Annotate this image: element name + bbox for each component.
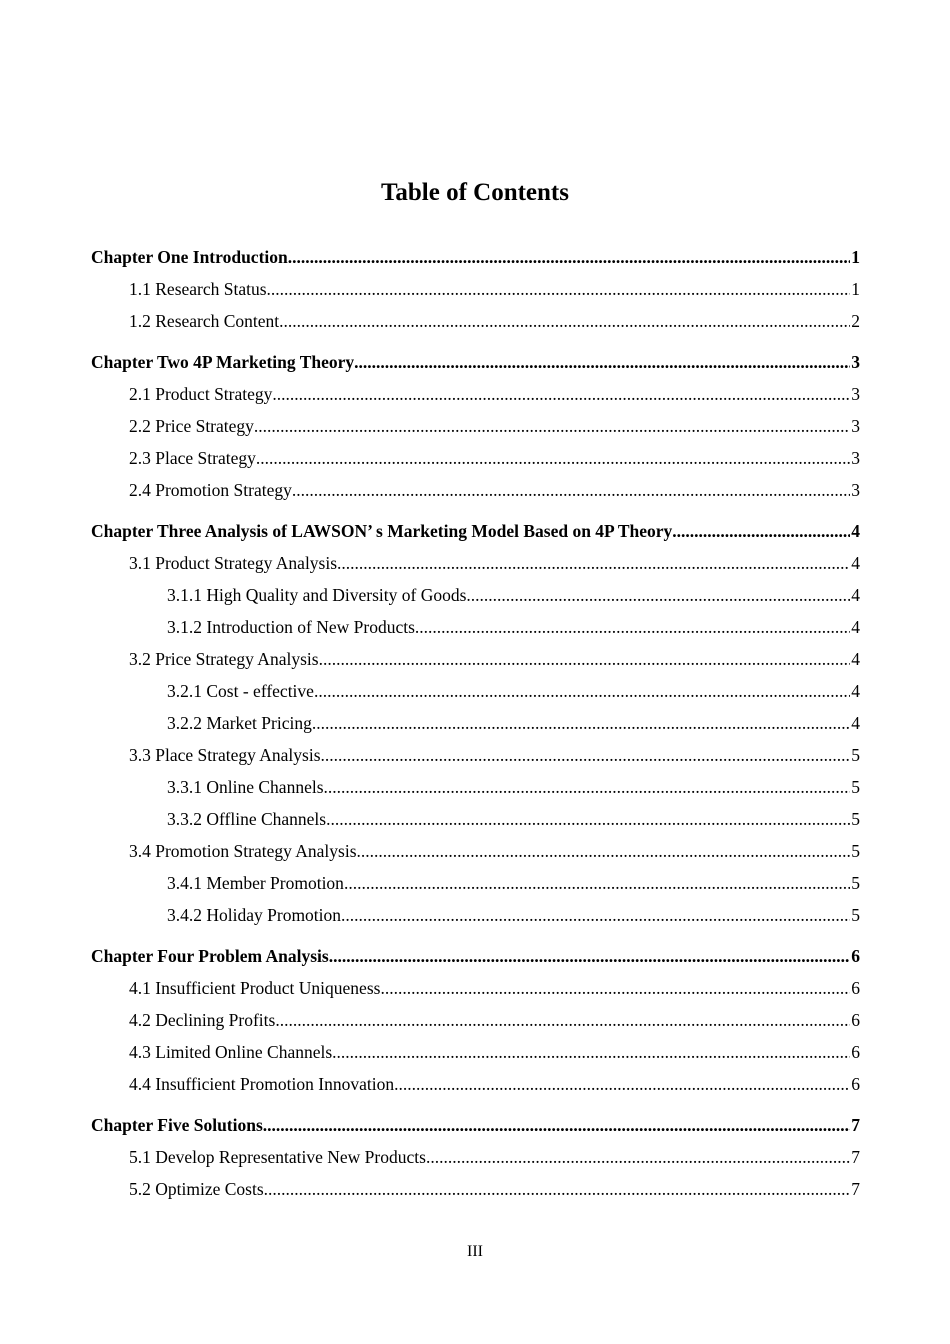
toc-section-entry[interactable]	[91, 474, 860, 506]
toc-entry-title: 3.3 Place Strategy Analysis	[129, 745, 321, 765]
toc-entry-title: 3.3.1 Online Channels	[167, 777, 324, 797]
toc-subsection-entry[interactable]	[91, 707, 860, 739]
toc-entry-page: 4	[851, 713, 860, 733]
toc-chapter-entry[interactable]	[91, 516, 860, 547]
toc-entry-title: 5.2 Optimize Costs	[129, 1179, 264, 1199]
toc-entry-page: 3	[851, 384, 860, 404]
toc-entry-page: 3	[851, 416, 860, 436]
toc-entry-title: 3.2.1 Cost - effective	[167, 681, 314, 701]
toc-dot-leader	[321, 739, 851, 771]
toc-dot-leader	[357, 835, 851, 867]
toc-entry-title: 5.1 Develop Representative New Products	[129, 1147, 426, 1167]
toc-entry-title: 3.4.2 Holiday Promotion	[167, 905, 342, 925]
toc-entry-page: 5	[851, 745, 860, 765]
toc-section-entry[interactable]	[91, 643, 860, 675]
toc-entry-title: Chapter One Introduction	[91, 247, 288, 267]
toc-chapter-entry[interactable]	[91, 347, 860, 378]
toc-entry-page: 5	[851, 777, 860, 797]
toc-entry-title: Chapter Five Solutions	[91, 1115, 263, 1135]
toc-entry-title: 4.1 Insufficient Product Uniqueness	[129, 978, 381, 998]
toc-dot-leader	[267, 273, 851, 305]
toc-entry-title: 3.2.2 Market Pricing	[167, 713, 312, 733]
toc-entry-title: 2.3 Place Strategy	[129, 448, 256, 468]
toc-dot-leader	[466, 579, 850, 611]
toc-section-entry[interactable]	[91, 739, 860, 771]
toc-entry-page: 3	[851, 480, 860, 500]
toc-entry-page: 3	[851, 448, 860, 468]
toc-entry-title: 4.4 Insufficient Promotion Innovation	[129, 1074, 395, 1094]
toc-entry-title: 3.3.2 Offline Channels	[167, 809, 327, 829]
toc-section-entry[interactable]	[91, 1004, 860, 1036]
toc-entry-title: 4.2 Declining Profits	[129, 1010, 276, 1030]
toc-entry-page: 7	[851, 1179, 860, 1199]
toc-dot-leader	[319, 643, 851, 675]
toc-section-entry[interactable]	[91, 547, 860, 579]
toc-subsection-entry[interactable]	[91, 611, 860, 643]
toc-dot-leader	[394, 1068, 850, 1100]
toc-entry-page: 5	[851, 873, 860, 893]
toc-entry-title: 2.1 Product Strategy	[129, 384, 273, 404]
toc-entry-page: 4	[851, 681, 860, 701]
toc-entry-page: 4	[851, 585, 860, 605]
toc-section-entry[interactable]	[91, 442, 860, 474]
toc-entry-title: Chapter Three Analysis of LAWSON’ s Marketing Model Based on 4P Theory	[91, 521, 673, 541]
toc-section-entry[interactable]	[91, 410, 860, 442]
toc-dot-leader	[312, 707, 850, 739]
toc-dot-leader	[341, 899, 850, 931]
toc-section-entry[interactable]	[91, 305, 860, 337]
toc-entry-page: 4	[851, 649, 860, 669]
toc-dot-leader	[292, 474, 850, 506]
toc-entry-title: 3.1 Product Strategy Analysis	[129, 553, 338, 573]
toc-subsection-entry[interactable]	[91, 579, 860, 611]
toc-entry-title: 3.4.1 Member Promotion	[167, 873, 344, 893]
toc-entry-title: 2.4 Promotion Strategy	[129, 480, 292, 500]
toc-entry-page: 6	[851, 1042, 860, 1062]
toc-entry-title: 3.1.2 Introduction of New Products	[167, 617, 415, 637]
toc-dot-leader	[332, 1036, 850, 1068]
toc-section-entry[interactable]	[91, 273, 860, 305]
toc-entry-title: 1.1 Research Status	[129, 279, 267, 299]
toc-dot-leader	[288, 242, 851, 273]
toc-subsection-entry[interactable]	[91, 899, 860, 931]
toc-chapter-entry[interactable]	[91, 242, 860, 273]
toc-entry-page: 7	[851, 1115, 860, 1135]
toc-dot-leader	[672, 516, 850, 547]
toc-dot-leader	[329, 941, 851, 972]
toc-entry-page: 6	[851, 946, 860, 966]
toc-entry-title: Chapter Two 4P Marketing Theory	[91, 352, 355, 372]
toc-subsection-entry[interactable]	[91, 867, 860, 899]
toc-entry-page: 7	[851, 1147, 860, 1167]
toc-section-entry[interactable]	[91, 378, 860, 410]
toc-dot-leader	[344, 867, 850, 899]
toc-subsection-entry[interactable]	[91, 803, 860, 835]
toc-dot-leader	[337, 547, 850, 579]
page-number: III	[467, 1243, 483, 1260]
toc-entry-title: 4.3 Limited Online Channels	[129, 1042, 333, 1062]
toc-section-entry[interactable]	[91, 835, 860, 867]
toc-entry-title: 3.4 Promotion Strategy Analysis	[129, 841, 357, 861]
toc-dot-leader	[279, 305, 850, 337]
toc-entry-page: 6	[851, 1074, 860, 1094]
toc-dot-leader	[264, 1173, 851, 1205]
toc-subsection-entry[interactable]	[91, 771, 860, 803]
toc-entry-page: 3	[851, 352, 860, 372]
toc-dot-leader	[314, 675, 850, 707]
toc-chapter-entry[interactable]	[91, 1110, 860, 1141]
toc-subsection-entry[interactable]	[91, 675, 860, 707]
toc-list	[91, 242, 860, 1205]
toc-section-entry[interactable]	[91, 1141, 860, 1173]
toc-entry-page: 5	[851, 809, 860, 829]
toc-dot-leader	[326, 803, 850, 835]
toc-dot-leader	[354, 347, 850, 378]
toc-entry-title: 3.2 Price Strategy Analysis	[129, 649, 319, 669]
toc-entry-page: 1	[851, 279, 860, 299]
toc-dot-leader	[426, 1141, 850, 1173]
toc-entry-title: 2.2 Price Strategy	[129, 416, 254, 436]
toc-dot-leader	[380, 972, 850, 1004]
toc-dot-leader	[254, 410, 850, 442]
toc-dot-leader	[324, 771, 851, 803]
toc-section-entry[interactable]	[91, 1036, 860, 1068]
toc-section-entry[interactable]	[91, 972, 860, 1004]
toc-chapter-entry[interactable]	[91, 941, 860, 972]
toc-section-entry[interactable]	[91, 1173, 860, 1205]
toc-dot-leader	[272, 378, 850, 410]
toc-title: Table of Contents	[381, 179, 569, 206]
toc-entry-page: 2	[851, 311, 860, 331]
toc-entry-page: 1	[851, 247, 860, 267]
toc-entry-title: Chapter Four Problem Analysis	[91, 946, 329, 966]
toc-entry-page: 5	[851, 841, 860, 861]
toc-entry-page: 5	[851, 905, 860, 925]
toc-entry-page: 4	[851, 617, 860, 637]
toc-dot-leader	[415, 611, 850, 643]
toc-entry-page: 4	[851, 521, 860, 541]
toc-entry-title: 3.1.1 High Quality and Diversity of Goods	[167, 585, 467, 605]
toc-entry-page: 6	[851, 1010, 860, 1030]
toc-entry-page: 6	[851, 978, 860, 998]
toc-entry-page: 4	[851, 553, 860, 573]
toc-dot-leader	[275, 1004, 850, 1036]
toc-dot-leader	[263, 1110, 850, 1141]
toc-entry-title: 1.2 Research Content	[129, 311, 280, 331]
toc-dot-leader	[256, 442, 850, 474]
toc-section-entry[interactable]	[91, 1068, 860, 1100]
